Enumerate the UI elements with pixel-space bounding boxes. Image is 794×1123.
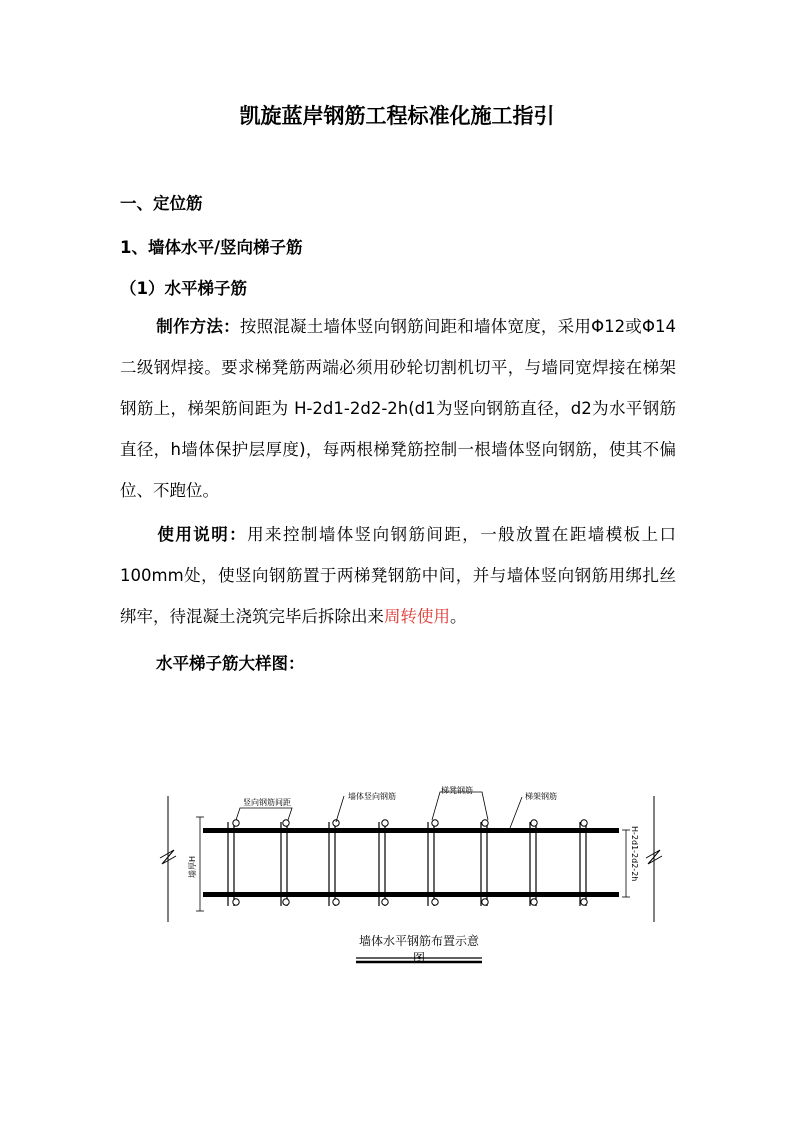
- vertical-bar-section: [581, 899, 587, 905]
- vertical-bar-section: [531, 820, 537, 826]
- method-text: 按照混凝土墙体竖向钢筋间距和墙体宽度，采用Φ12或Φ14二级钢焊接。要求梯凳筋两端必须用砂轮切割机切平，与墙同宽焊接在梯架钢筋上，梯架筋间距为 H-2d1-2d2-2h(d1为竖向钢筋直径，d2为水平钢筋直径，h墙体保护层厚度)，每两根梯凳筋控制一根墙体竖向钢筋，使其不偏位、不跑位。: [120, 317, 677, 500]
- vertical-bar-section: [283, 820, 289, 826]
- vertical-bar-section: [482, 820, 488, 826]
- figure-caption: 墙体水平钢筋布置示意图: [358, 934, 479, 965]
- label-wall-vertical: 墙体竖向钢筋: [348, 792, 396, 801]
- subsection-heading-ladder-bars: 1、墙体水平/竖向梯子筋: [120, 238, 303, 257]
- label-vertical-spacing: 竖向钢筋间距: [243, 798, 291, 807]
- vertical-bar-section: [233, 899, 239, 905]
- usage-text-highlight: 周转使用: [384, 607, 450, 626]
- label-stool-bar: 梯凳钢筋: [441, 786, 473, 795]
- vertical-bar-section: [382, 820, 388, 826]
- vertical-bar-section: [581, 820, 587, 826]
- usage-text-end: 。: [450, 607, 467, 626]
- vertical-bar-section: [531, 899, 537, 905]
- section-heading-positioning-bars: 一、定位筋: [120, 194, 203, 213]
- vertical-bar-section: [233, 820, 239, 826]
- usage-label: 使用说明：: [156, 525, 248, 544]
- vertical-bar-section: [333, 899, 339, 905]
- document-title: 凯旋蓝岸钢筋工程标准化施工指引: [239, 103, 555, 128]
- frame-bar-top: [203, 828, 619, 833]
- vertical-bar-section: [482, 899, 488, 905]
- subsubsection-heading-horizontal-ladder: （1）水平梯子筋: [120, 279, 247, 298]
- vertical-bar-section: [283, 899, 289, 905]
- wall-thickness-label: 墙厚H: [188, 855, 197, 878]
- frame-spacing-label: H-2d1-2d2-2h: [630, 826, 639, 882]
- vertical-bar-section: [432, 899, 438, 905]
- figure-heading: 水平梯子筋大样图：: [156, 654, 305, 673]
- label-frame-bar: 梯架钢筋: [525, 792, 557, 801]
- frame-bar-bottom: [203, 892, 619, 897]
- vertical-bar-section: [432, 820, 438, 826]
- usage-text: 用来控制墙体竖向钢筋间距，一般放置在距墙模板上口 100mm处，使竖向钢筋置于两梯凳钢筋中间，并与墙体竖向钢筋用绑扎丝绑牢，待混凝土浇筑完毕后拆除出来: [120, 525, 677, 626]
- method-label: 制作方法：: [156, 317, 240, 336]
- vertical-bar-section: [382, 899, 388, 905]
